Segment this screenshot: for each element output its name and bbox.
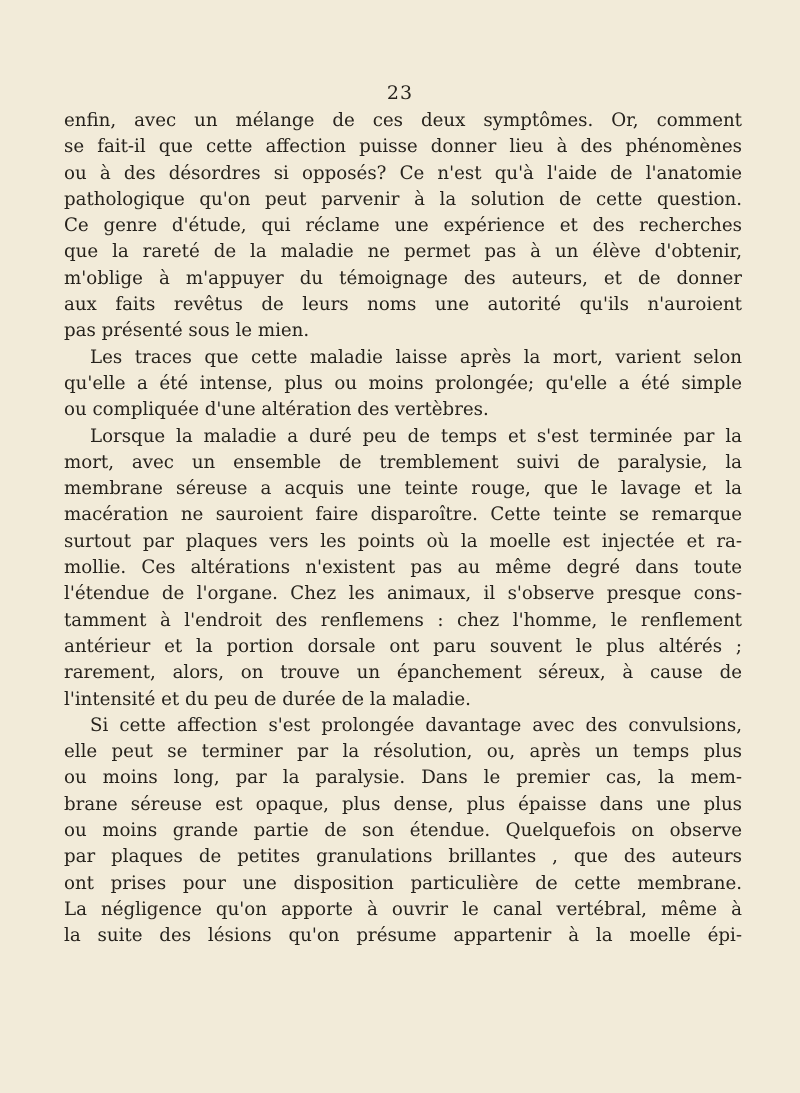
text-line: elle peut se terminer par la résolution, ou, après un temps plus [64, 741, 742, 763]
text-line: par plaques de petites granulations brillantes , que des auteurs [64, 846, 742, 868]
text-line: pathologique qu'on peut parvenir à la solution de cette question. [64, 188, 742, 210]
text-line: mort, avec un ensemble de tremblement suivi de paralysie, la [64, 451, 742, 473]
text-line: se fait-il que cette affection puisse donner lieu à des phénomènes [64, 136, 742, 158]
text-line: membrane séreuse a acquis une teinte rouge, que le lavage et la [64, 478, 742, 500]
text-line: brane séreuse est opaque, plus dense, plus épaisse dans une plus [64, 793, 742, 815]
text-line: ou compliquée d'une altération des vertèbres. [64, 399, 489, 421]
text-line: Lorsque la maladie a duré peu de temps et s'est terminée par la [90, 425, 742, 447]
text-line: tamment à l'endroit des renflemens : chez l'homme, le renflement [64, 609, 742, 631]
text-line: enfin, avec un mélange de ces deux symptômes. Or, comment [64, 110, 742, 131]
text-line: Ce genre d'étude, qui réclame une expérience et des recherches [64, 215, 742, 237]
text-line: ou moins grande partie de son étendue. Quelquefois on observe [64, 820, 742, 842]
text-line: Les traces que cette maladie laisse après la mort, varient selon [90, 346, 742, 368]
text-line: Si cette affection s'est prolongée davantage avec des convulsions, [90, 714, 742, 736]
text-line: mollie. Ces altérations n'existent pas au même degré dans toute [64, 557, 742, 579]
text-line: ont prises pour une disposition particulière de cette membrane. [64, 872, 742, 894]
text-line: ou à des désordres si opposés? Ce n'est qu'à l'aide de l'anatomie [64, 162, 742, 184]
text-line: m'oblige à m'appuyer du témoignage des auteurs, et de donner [64, 267, 742, 289]
text-line: pas présenté sous le mien. [64, 320, 310, 342]
body-text [64, 108, 742, 950]
text-line: l'intensité et du peu de durée de la maladie. [64, 688, 471, 710]
text-line: que la rareté de la maladie ne permet pas à un élève d'obtenir, [64, 241, 742, 263]
text-line: aux faits revêtus de leurs noms une autorité qu'ils n'auroient [64, 294, 742, 316]
text-line: La négligence qu'on apporte à ouvrir le canal vertébral, même à [64, 898, 742, 920]
page-number: 23 [386, 82, 414, 104]
text-line: ou moins long, par la paralysie. Dans le premier cas, la mem- [64, 767, 742, 789]
text-line: rarement, alors, on trouve un épanchement séreux, à cause de [64, 662, 742, 684]
text-line: macération ne sauroient faire disparoître. Cette teinte se remarque [64, 504, 742, 526]
text-line: qu'elle a été intense, plus ou moins prolongée; qu'elle a été simple [64, 372, 742, 394]
text-line: antérieur et la portion dorsale ont paru souvent le plus altérés ; [64, 635, 742, 657]
text-line: surtout par plaques vers les points où la moelle est injectée et ra- [64, 530, 742, 552]
text-line: l'étendue de l'organe. Chez les animaux, il s'observe presque cons- [64, 583, 742, 605]
text-line: la suite des lésions qu'on présume appartenir à la moelle épi- [64, 925, 742, 947]
